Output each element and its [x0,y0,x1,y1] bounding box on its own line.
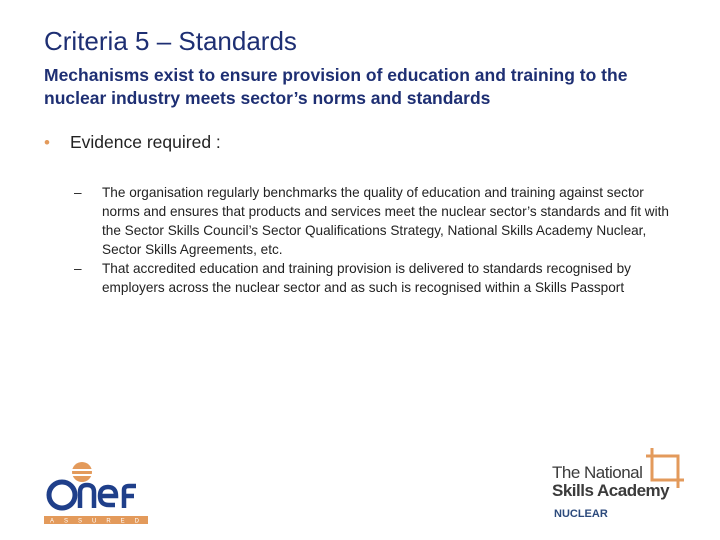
sub-list [74,183,674,297]
sub-list-item [74,183,674,259]
nsa-nuclear-label: NUCLEAR [554,508,608,520]
sub-item-text: That accredited education and training provision is delivered to standards recognised by employers across the nuclear sector and as such is recognised within a Skills Passport [102,261,631,295]
nsa-line-2: Skills Academy [552,481,670,500]
bullet-text: Evidence required : [70,132,221,152]
nsa-logo [548,446,688,524]
nsa-line-1: The National [552,463,643,482]
bullet-item [44,132,221,153]
onef-logo [42,458,162,526]
sub-item-text: The organisation regularly benchmarks the quality of education and training against sector norms and ensures that products and services meet the nuclear sector’s standards and fit with the Sector Skills Council’s Sector Qualifications Strategy, National Skills Academy Nuclear, Sector Skills Agreements, etc. [102,185,669,257]
bullet-dot: • [44,133,50,152]
dash-marker: – [74,261,82,276]
svg-text:ASSURED: ASSURED [50,518,150,525]
sub-list-item [74,259,674,297]
slide-subtitle: Mechanisms exist to ensure provision of education and training to the nuclear industry meets sector’s norms and standards [44,65,628,108]
orange-circle-icon [72,462,92,482]
nsa-wordmark [552,464,669,500]
slide-title: Criteria 5 – Standards [44,26,297,56]
dash-marker: – [74,185,82,200]
onef-logo-mark [42,458,162,526]
